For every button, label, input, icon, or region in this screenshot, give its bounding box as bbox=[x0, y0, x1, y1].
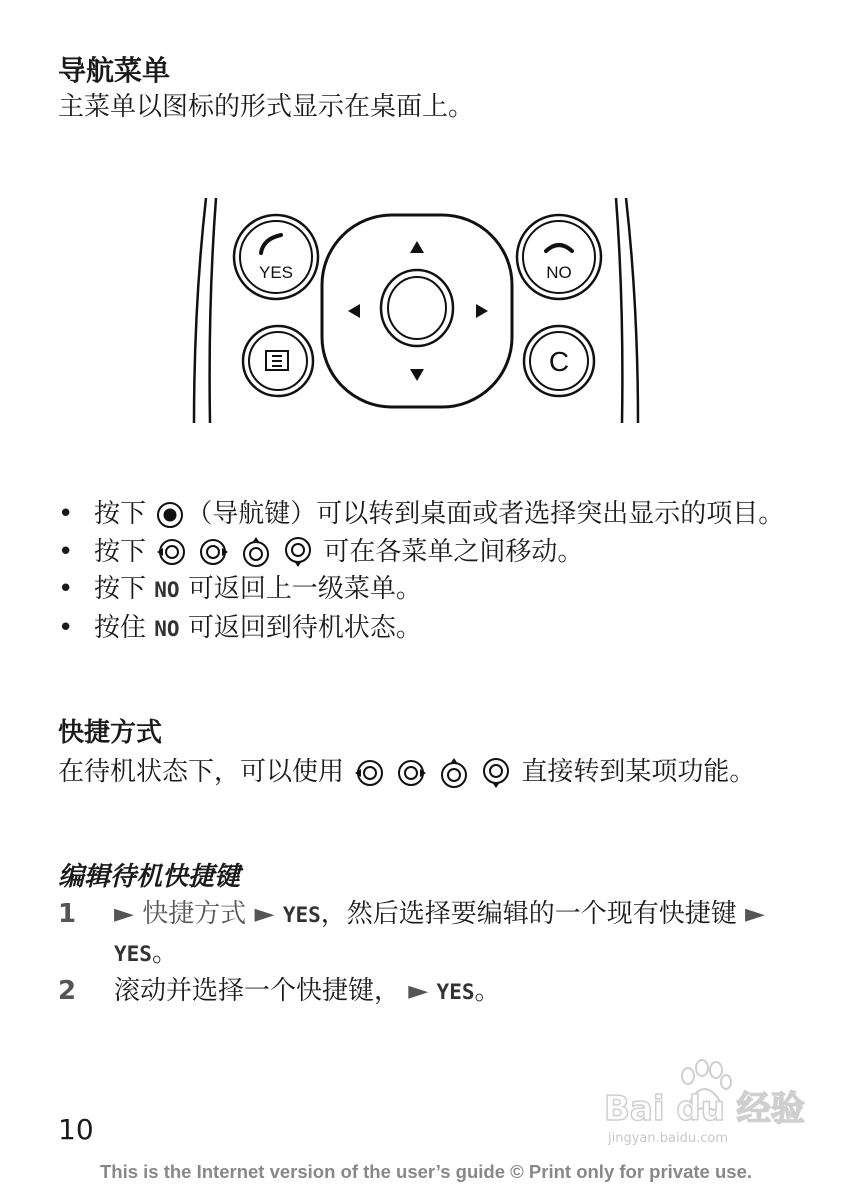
nav-up-arrow-icon bbox=[410, 241, 424, 253]
yes-key-text: YES bbox=[114, 941, 152, 966]
call-icon bbox=[261, 235, 281, 253]
step-number: 2 bbox=[58, 976, 77, 1006]
hang-up-icon bbox=[546, 245, 572, 251]
nav-right-arrow-icon bbox=[476, 304, 488, 318]
nav-right-key-icon bbox=[397, 758, 427, 788]
clear-key bbox=[524, 326, 594, 396]
steps-list bbox=[58, 896, 818, 1012]
watermark-brand: Bai du 经验 bbox=[604, 1089, 805, 1129]
yes-key-text: YES bbox=[282, 903, 321, 927]
keypad-illustration bbox=[186, 195, 646, 427]
nav-center-key-icon bbox=[156, 501, 184, 529]
bullet-item-back: • 按下 NO 可返回上一级菜单。 bbox=[58, 571, 818, 610]
arrow-symbol: ► bbox=[408, 976, 429, 1006]
clear-key-label: C bbox=[548, 346, 570, 377]
arrow-symbol: ► bbox=[254, 899, 275, 929]
bullet-item-move: • 按下 可在各菜单之间移动。 bbox=[58, 534, 818, 572]
bullet-item-select: • 按下 （导航键）可以转到桌面或者选择突出显示的项目。 bbox=[58, 496, 818, 534]
yes-key-text: YES bbox=[436, 980, 475, 1004]
nav-up-key-icon bbox=[439, 757, 469, 789]
no-key-text: NO bbox=[154, 578, 180, 602]
nav-down-arrow-icon bbox=[410, 369, 424, 381]
yes-key-label: YES bbox=[258, 263, 294, 282]
no-key bbox=[517, 215, 601, 299]
nav-up-key-icon bbox=[241, 536, 271, 568]
section-title-edit-shortcuts: 编辑待机快捷键 bbox=[58, 862, 241, 892]
arrow-symbol: ► bbox=[745, 899, 766, 929]
section-title-shortcuts: 快捷方式 bbox=[58, 718, 163, 748]
section-title-navigation: 导航菜单 bbox=[58, 54, 171, 87]
page-number: 10 bbox=[58, 1113, 94, 1146]
bullet-item-standby: • 按住 NO 可返回到待机状态。 bbox=[58, 610, 818, 649]
nav-left-arrow-icon bbox=[348, 304, 360, 318]
yes-key bbox=[234, 215, 318, 299]
nav-down-key-icon bbox=[283, 536, 313, 568]
bullet-dot: • bbox=[58, 612, 74, 643]
watermark-url: jingyan.baidu.com bbox=[608, 1131, 728, 1146]
bullet-dot: • bbox=[58, 536, 74, 567]
section-intro-text: 主菜单以图标的形式显示在桌面上。 bbox=[58, 92, 475, 122]
nav-left-key-icon bbox=[156, 537, 186, 567]
step-item: 2 滚动并选择一个快捷键， ► YES。 bbox=[58, 973, 818, 1012]
nav-down-key-icon bbox=[481, 757, 511, 789]
shortcuts-text: 在待机状态下，可以使用 直接转到某项功能。 bbox=[58, 757, 756, 787]
menu-path-text: 快捷方式 bbox=[142, 899, 247, 929]
bullet-dot: • bbox=[58, 499, 74, 529]
footer-note: This is the Internet version of the user’s guide © Print only for private use. bbox=[99, 1161, 752, 1182]
no-key-label: NO bbox=[546, 263, 572, 282]
bullet-dot: • bbox=[58, 574, 74, 604]
step-number: 1 bbox=[58, 899, 77, 929]
nav-left-key-icon bbox=[354, 758, 384, 788]
bullet-list bbox=[58, 496, 818, 648]
nav-right-key-icon bbox=[199, 537, 229, 567]
step-item: 1 ► 快捷方式 ► YES，然后选择要编辑的一个现有快捷键 ► YES。 bbox=[58, 896, 818, 973]
no-key-text: NO bbox=[154, 616, 180, 641]
arrow-symbol: ► bbox=[114, 899, 134, 929]
menu-key bbox=[243, 326, 313, 396]
baidu-watermark bbox=[600, 1058, 805, 1158]
